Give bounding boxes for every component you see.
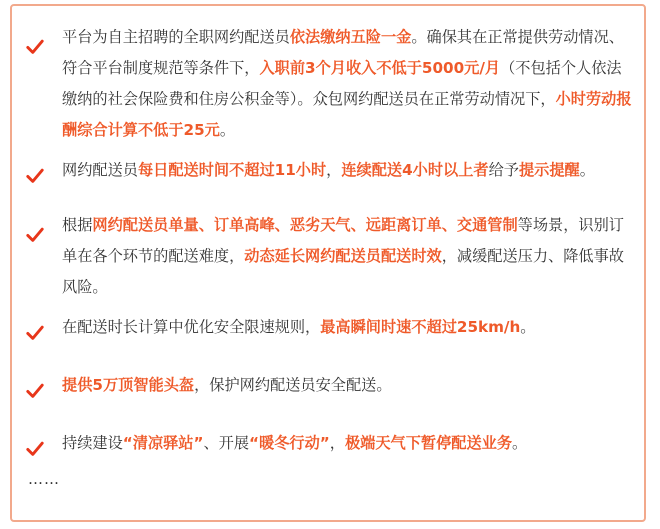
body-text: 。 [219, 121, 236, 139]
body-text: ，保护网约配送员安全配送。 [194, 376, 392, 394]
bullet-text [62, 210, 632, 303]
bullet-text [62, 155, 632, 186]
highlight-text: 提供5万顶智能头盔 [62, 376, 195, 394]
body-text: 等场景，识别订单在各个环节的配送难度， [62, 216, 624, 265]
body-text: 、开展 [203, 434, 250, 452]
body-text: 根据 [62, 216, 93, 234]
body-text: ，减缓配送压力、降低事故风险。 [62, 247, 624, 296]
highlight-text: 提示提醒 [518, 161, 580, 179]
highlight-text: 最高瞬间时速不超过25km/h [320, 318, 521, 336]
body-text: 在配送时长计算中优化安全限速规则， [62, 318, 321, 336]
checkmark-icon [26, 382, 44, 400]
highlight-text: 极端天气下暂停配送业务 [344, 434, 512, 452]
ellipsis: …… [28, 470, 60, 488]
highlight-text: “暖冬行动” [249, 434, 330, 452]
body-text: 。确保其在正常提供劳动情况、符合平台制度规范等条件下， [62, 28, 624, 77]
body-text: 。 [520, 318, 536, 336]
bullet-text [62, 370, 632, 401]
body-text: 平台为自主招聘的全职网约配送员 [62, 28, 290, 46]
highlight-text: 动态延长网约配送员配送时效 [244, 247, 442, 265]
highlight-text: “清凉驿站” [122, 434, 204, 452]
checkmark-icon [26, 167, 44, 185]
body-text: 。 [579, 161, 595, 179]
checkmark-icon [26, 38, 44, 56]
body-text: 持续建设 [62, 434, 123, 452]
highlight-text: 依法缴纳五险一金 [289, 28, 412, 46]
body-text: （不包括个人依法缴纳的社会保险费和住房公积金等）。众包网约配送员在正常劳动情况下， [62, 59, 622, 108]
body-text: 给予 [488, 161, 519, 179]
body-text: 网约配送员 [62, 161, 138, 179]
highlight-text: 网约配送员单量、订单高峰、恶劣天气、远距离订单、交通管制 [92, 216, 518, 234]
highlight-text: 小时劳动报酬综合计算不低于25元 [62, 90, 632, 139]
bullet-text [62, 428, 632, 459]
highlight-text: 每日配送时间不超过11小时 [137, 161, 327, 179]
body-text: ， [326, 161, 342, 179]
bullet-text [62, 22, 632, 146]
checkmark-icon [26, 226, 44, 244]
body-text: 。 [512, 434, 528, 452]
checkmark-icon [26, 324, 44, 342]
bullet-text [62, 312, 632, 343]
body-text: ， [329, 434, 345, 452]
highlight-text: 连续配送4小时以上者 [341, 161, 489, 179]
checkmark-icon [26, 440, 44, 458]
highlight-text: 入职前3个月收入不低于5000元/月 [259, 59, 501, 77]
